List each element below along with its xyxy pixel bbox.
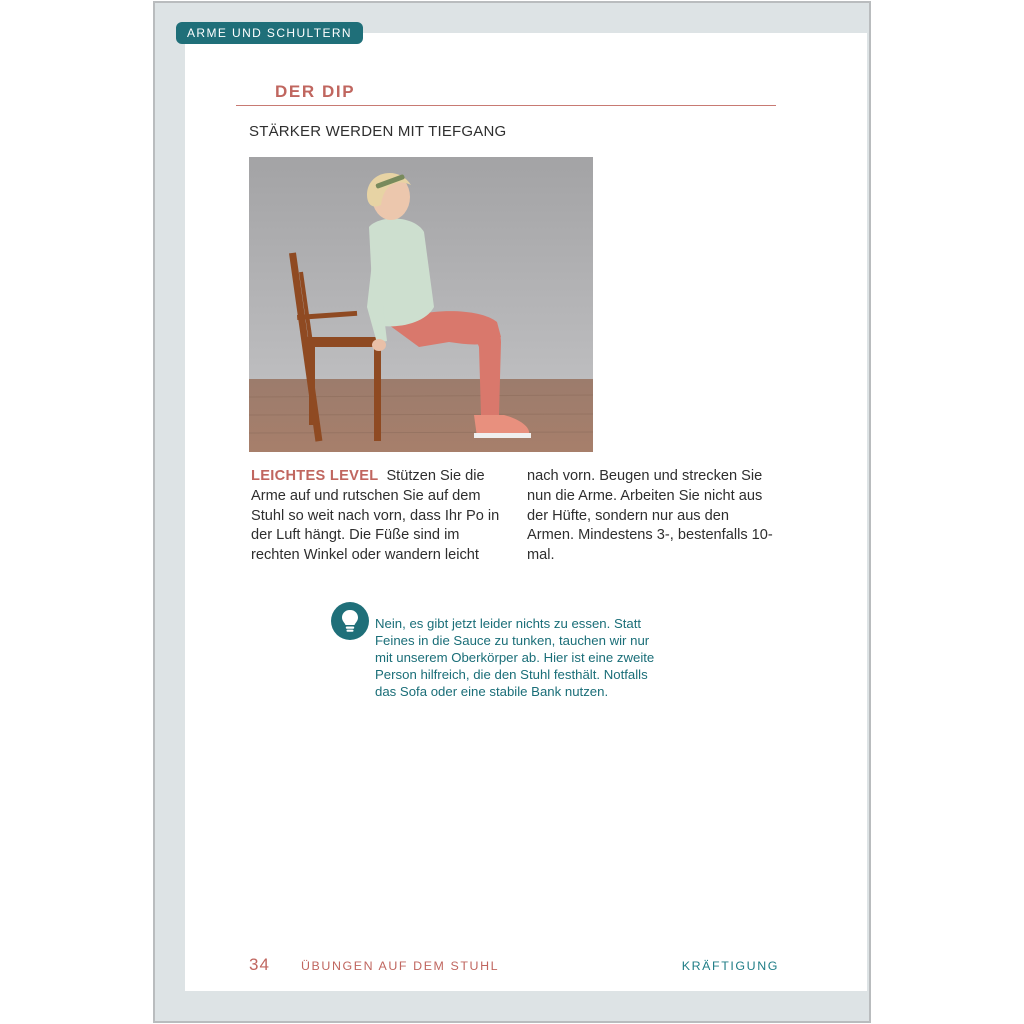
exercise-subtitle: STÄRKER WERDEN MIT TIEFGANG: [249, 123, 507, 140]
exercise-title: DER DIP: [275, 82, 356, 101]
lightbulb-icon: [331, 602, 369, 640]
page-number: 34: [249, 955, 270, 974]
footer-section: KRÄFTIGUNG: [681, 959, 779, 973]
body-text-left: Stützen Sie die Arme auf und rutschen Sie auf dem Stuhl so weit nach vorn, dass Ihr Po in der Luft hängt. Die Füße sind im rechten Winkel oder wandern leicht: [251, 468, 500, 564]
body-text-left-column: [251, 467, 501, 566]
level-label: LEICHTES LEVEL: [251, 468, 379, 484]
section-tab: ARME UND SCHULTERN: [176, 22, 363, 44]
footer-chapter: ÜBUNGEN AUF DEM STUHL: [301, 959, 500, 973]
body-text-right: nach vorn. Beugen und strecken Sie nun die Arme. Arbeiten Sie nicht aus der Hüfte, sondern nur aus den Armen. Mindestens 3-, bestenfalls 10-mal.: [527, 468, 773, 564]
tip-text: Nein, es gibt jetzt leider nichts zu essen. Statt Feines in die Sauce zu tunken, tauchen wir nur mit unserem Oberkörper ab. Hier ist eine zweite Person hilfreich, die den Stuhl festhält. Notfalls das Sofa oder eine stabile Bank nutzen.: [375, 616, 655, 700]
exercise-photo-illustration: [249, 157, 593, 452]
body-text-right-column: [527, 467, 777, 566]
exercise-photo: [249, 157, 593, 452]
title-divider: [236, 105, 776, 106]
